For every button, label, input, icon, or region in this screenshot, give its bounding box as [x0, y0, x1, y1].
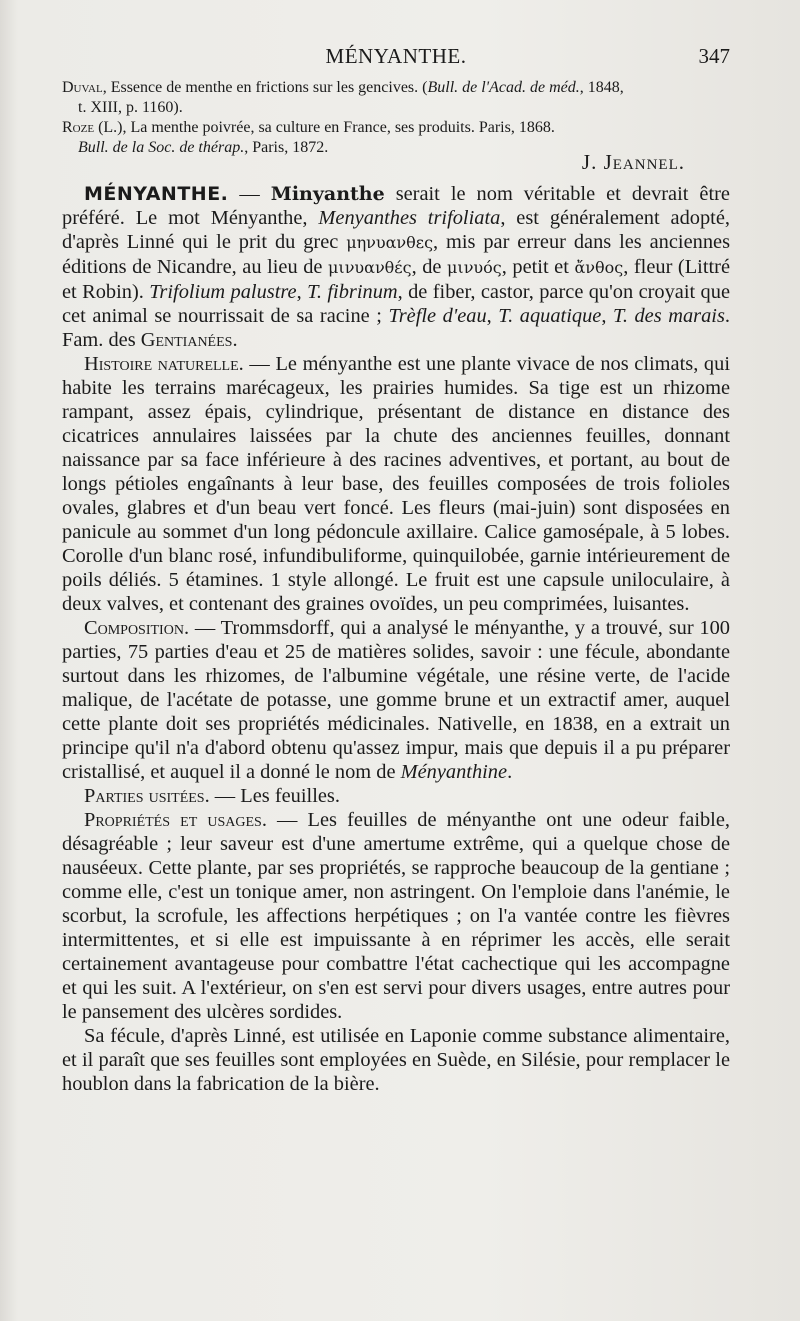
keyword: Minyanthe — [270, 183, 385, 205]
section-text: — Les feuilles. — [209, 785, 340, 807]
latin-name: Menyanthes trifoliata — [318, 207, 501, 229]
running-title: MÉNYANTHE. — [325, 44, 467, 68]
text: serait le nom véritable et devrait être préféré. Le mot Ményanthe, — [62, 183, 730, 229]
article-intro — [62, 182, 730, 352]
section-composition — [62, 616, 730, 784]
text: . Fam. des — [62, 305, 730, 351]
latin-name: T. fibrinum — [307, 281, 398, 303]
text: , de fiber, castor, parce qu'on croyait que cet animal se nourrissait de sa racine ; — [62, 281, 731, 327]
page-number: 347 — [698, 44, 730, 68]
section-text: — Les feuilles de ményanthe ont une odeur faible, désagréable ; leur saveur est d'une amertume extrême, qui a quelque chose de nauséeux. Cette plante, par ses propriétés, se rapproche beaucoup de la gentiane ; comme elle, c'est un tonique amer, non astringent. On l'emploie dans l'anémie, le scorbut, la scrofule, les affections herpétiques ; on l'a vantée contre les fièvres intermittentes, et si elle est impuissante à en réprimer les accès, elle serait certainement avantageuse pour combattre l'état cachectique qui les accompagne et qui les suit. A l'extérieur, on s'en est servi pour divers usages, entre autres pour le pansement des ulcères sordides. — [62, 809, 730, 1023]
article-headword: MÉNYANTHE. — [84, 183, 229, 205]
section-text: — Trommsdorff, qui a analysé le ményanthe, y a trouvé, sur 100 parties, 75 parties d'eau et 25 de matières solides, savoir : une fécule, abondante surtout dans les rhizomes, de l'albumine végétale, une résine verte, de l'acide malique, de l'acétate de potasse, une gomme brune et un extractif amer, auquel cette plante doit ses propriétés médicinales. Nativelle, en 1838, en a extrait un principe qu'il n'a d'abord obtenu qu'assez impur, mais que depuis il a pu préparer cristallisé, et auquel il a donné le nom de — [62, 617, 730, 783]
french-name: Trèfle d'eau — [388, 305, 487, 327]
reference-text: , Essence de menthe en frictions sur les gencives. ( — [102, 79, 428, 96]
section-natural-history — [62, 352, 730, 616]
french-name: T. aquatique — [498, 305, 602, 327]
reference-author: Duval — [62, 79, 103, 96]
author-signature: J. Jeannel. — [581, 150, 685, 174]
text: , mis par erreur dans les anciennes éditions de Nicandre, au lieu de — [62, 231, 731, 278]
section-heading: Parties usitées. — [84, 785, 210, 807]
text: . — [232, 329, 238, 351]
section-text: . — [507, 761, 513, 783]
reference-entry — [62, 78, 730, 98]
article-body — [62, 182, 730, 1096]
section-properties — [62, 808, 730, 1024]
text: , — [601, 305, 613, 327]
text: , — [486, 305, 499, 327]
section-text: — Le ményanthe est une plante vivace de nos climats, qui habite les terrains marécageux, les prairies humides. Sa tige est un rhizome rampant, assez épais, cylindrique, présentant de distance en distance des cicatrices annulaires laissées par la chute des anciennes feuilles, donnant naissance par sa face inférieure à des racines adventives, et portant, au bout de longs pétioles engaînants à leur base, des feuilles composées de trois folioles ovales, glabres et d'un beau vert foncé. Les fleurs (mai-juin) sont disposées en panicule au sommet d'un long pédoncule axillaire. Calice gamosépale, à 5 lobes. Corolle d'un blanc rosé, infundibuliforme, quinquilobée, garnie intérieurement de poils déliés. 5 étamines. 1 style allongé. Le fruit est une capsule uniloculaire, à deux valves, et contenant des graines ovoïdes, un peu comprimées, luisantes. — [62, 353, 730, 615]
greek-word: μηνυανθες — [346, 233, 434, 252]
running-header — [62, 44, 730, 74]
reference-entry — [62, 118, 730, 138]
section-parts-used — [62, 784, 730, 808]
section-heading: Propriétés et usages. — [84, 809, 267, 831]
section-closing: Sa fécule, d'après Linné, est utilisée en Laponie comme substance alimentaire, et il paraît que ses feuilles sont employées en Suède, en Silésie, pour remplacer le houblon dans la fabrication de la bière. — [62, 1025, 730, 1095]
french-name: T. des marais — [613, 305, 725, 327]
section-heading: Histoire naturelle. — [84, 353, 244, 375]
greek-word: μινυός — [447, 258, 502, 277]
bibliography — [62, 78, 730, 158]
text: , fleur (Littré et Robin). — [62, 256, 730, 303]
chemical-term: Ményanthine — [400, 761, 508, 783]
reference-journal: Bull. de l'Acad. de méd. — [427, 79, 580, 96]
family-name: Gentianées — [140, 329, 233, 351]
text: , de — [411, 256, 448, 278]
reference-text: , 1848, — [579, 79, 624, 96]
reference-journal: Bull. de la Soc. de thérap. — [78, 139, 245, 156]
text: , est généralement adopté, d'après Linné qui le prit du grec — [62, 207, 730, 253]
reference-continuation: t. XIII, p. 1160). — [78, 99, 183, 116]
text: , — [296, 281, 308, 303]
greek-word: μινυανθές — [328, 258, 412, 277]
text: , petit et — [501, 256, 575, 278]
reference-text: (L.), La menthe poivrée, sa culture en France, ses produits. Paris, 1868. — [94, 119, 555, 136]
section-heading: Composition. — [84, 617, 190, 639]
text: — — [228, 183, 271, 205]
greek-word: ἄνθος — [574, 258, 624, 277]
reference-author: Roze — [62, 119, 95, 136]
reference-text: , Paris, 1872. — [244, 139, 329, 156]
latin-name: Trifolium palustre — [149, 281, 297, 303]
